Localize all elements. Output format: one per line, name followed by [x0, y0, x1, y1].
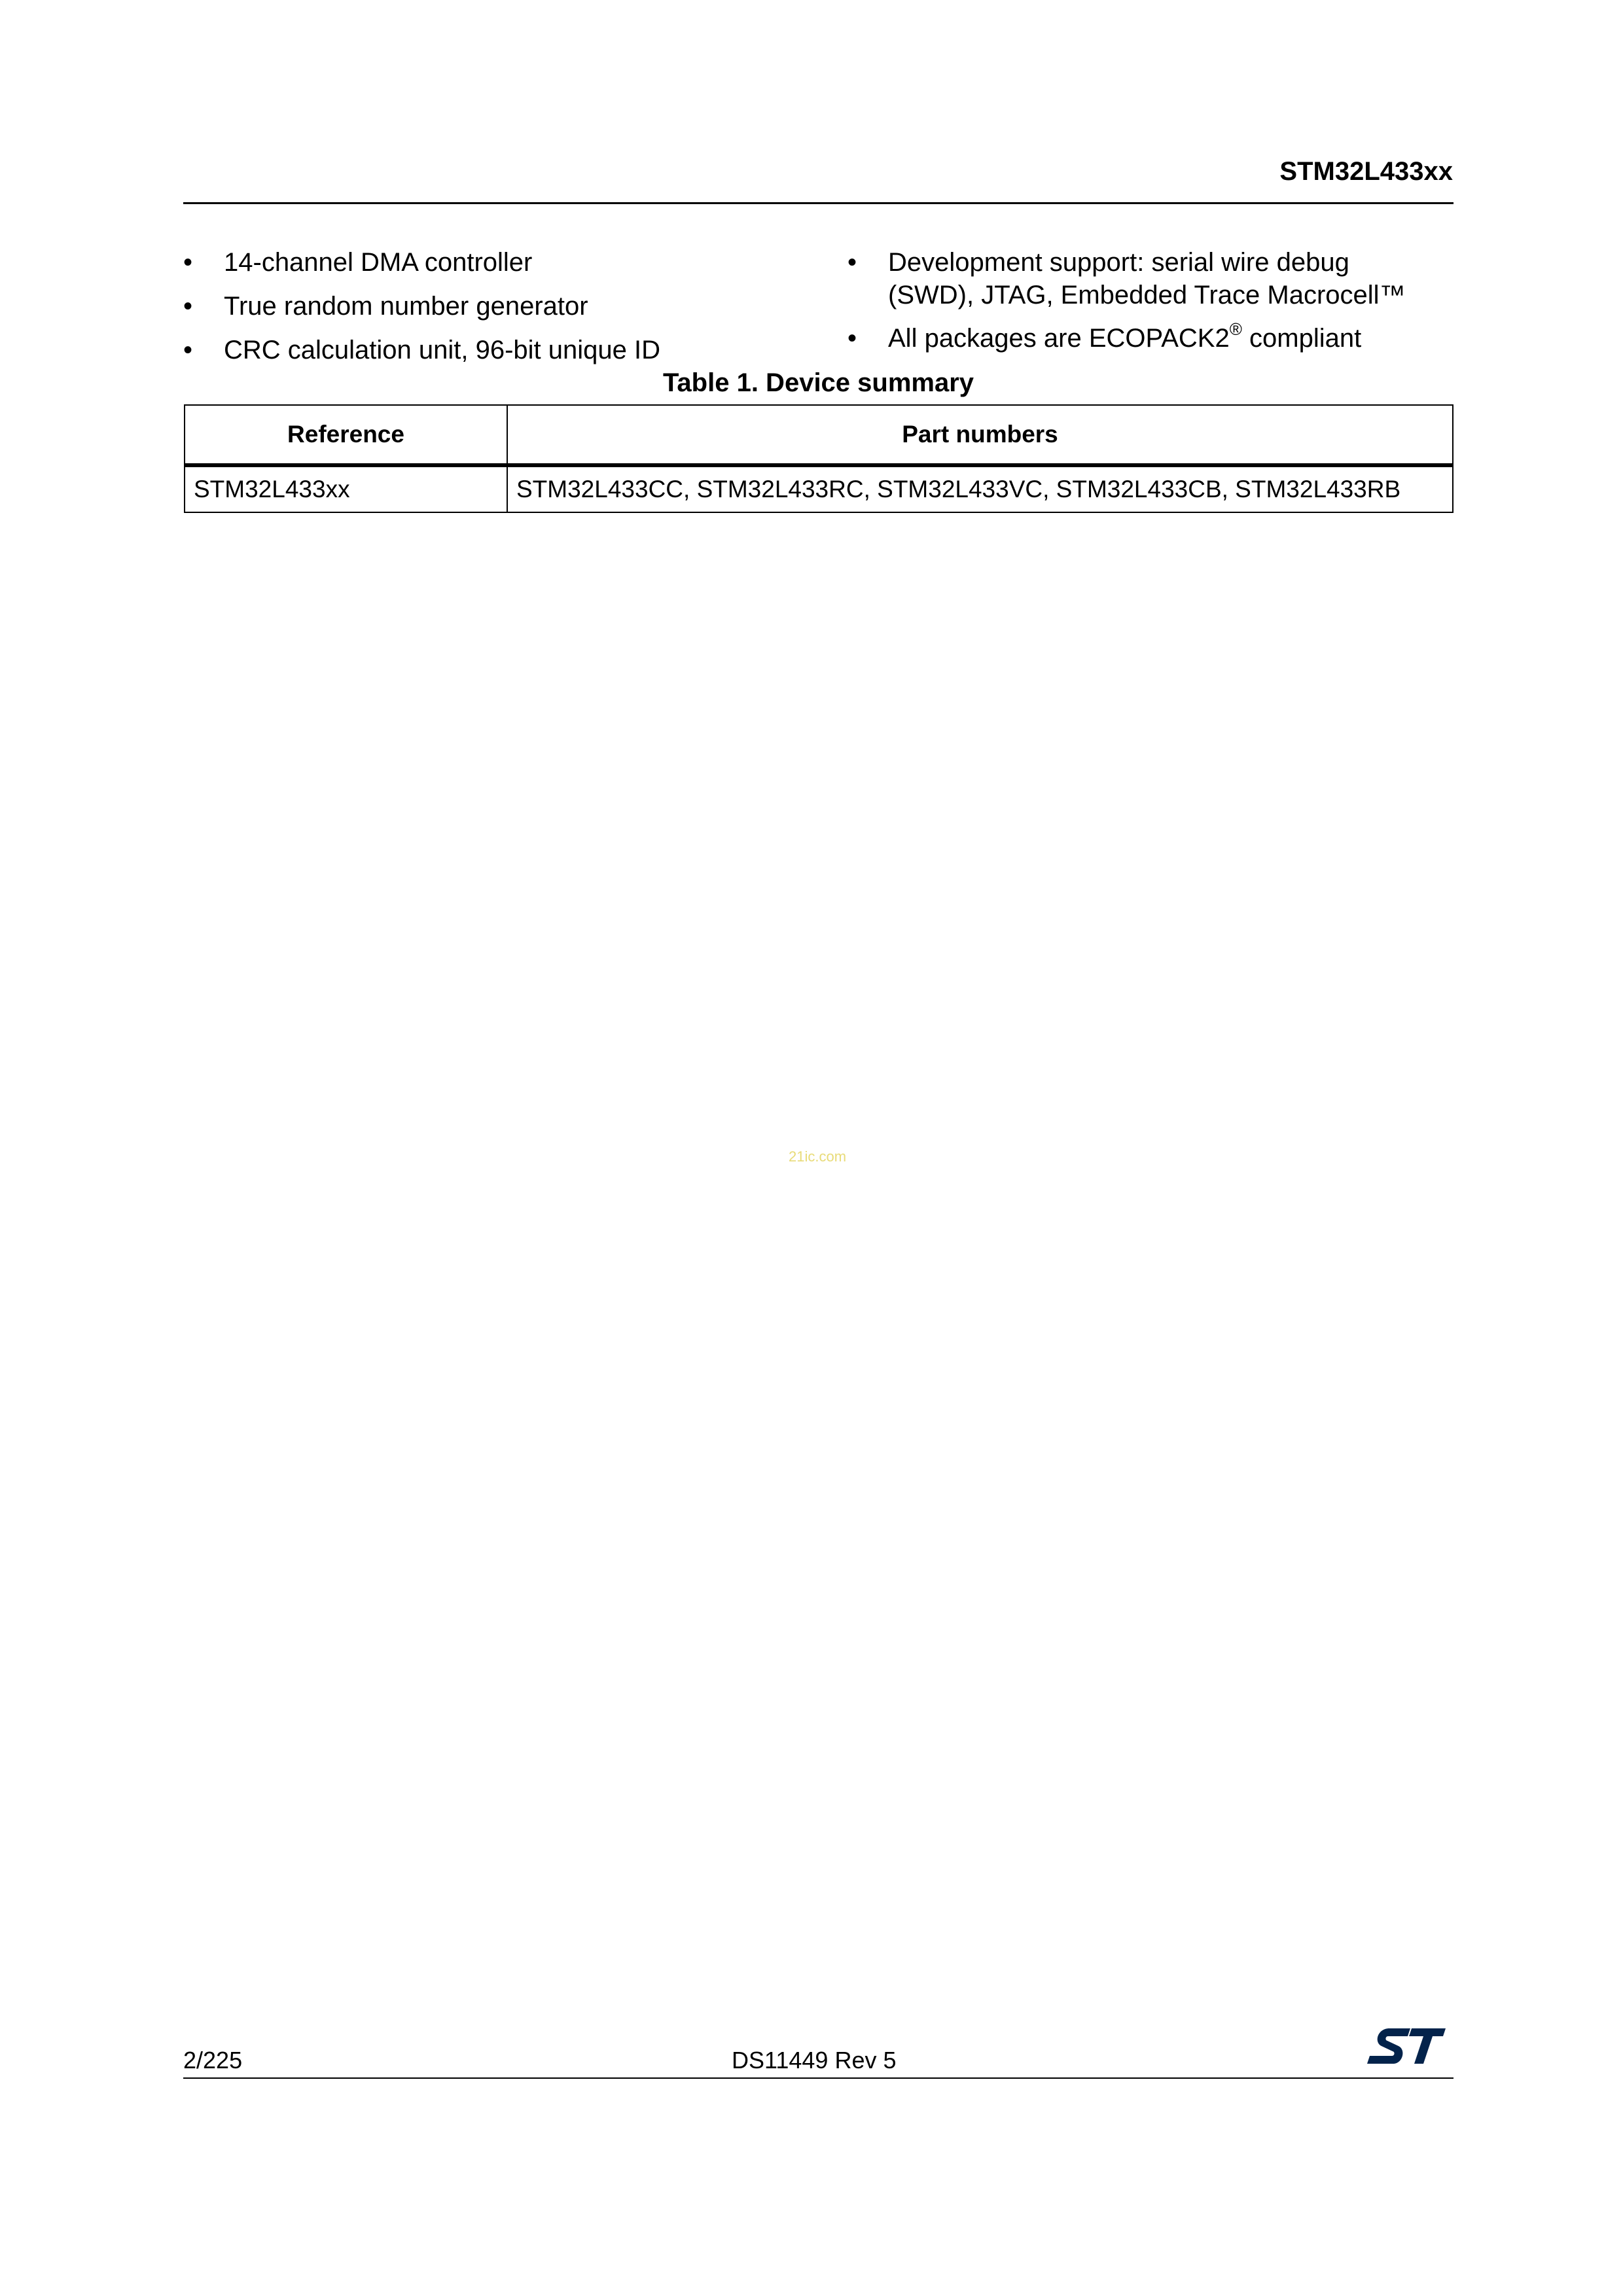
cell-reference: STM32L433xx — [185, 465, 507, 512]
device-summary-table — [184, 404, 1454, 513]
feature-text: CRC calculation unit, 96-bit unique ID — [224, 336, 661, 364]
feature-text: 14-channel DMA controller — [224, 248, 533, 277]
feature-list-left — [183, 246, 838, 378]
feature-item — [847, 319, 1456, 355]
cell-part-numbers: STM32L433CC, STM32L433RC, STM32L433VC, STM32L433CB, STM32L433RB — [507, 465, 1453, 512]
feature-text-ecopack: All packages are ECOPACK2 — [888, 324, 1230, 353]
table-caption: Table 1. Device summary — [662, 368, 974, 397]
bullet-icon: • — [183, 292, 193, 321]
column-header-part-numbers: Part numbers — [507, 405, 1453, 465]
footer-rule — [183, 2077, 1454, 2079]
bullet-icon: • — [183, 336, 193, 364]
bullet-icon: • — [847, 248, 857, 277]
feature-item — [183, 334, 838, 366]
feature-text-debug-line2: (SWD), JTAG, Embedded Trace Macrocell™ — [888, 281, 1406, 309]
feature-text-debug-line1: Development support: serial wire debug — [888, 248, 1349, 277]
feature-text-ecopack-suffix: compliant — [1241, 324, 1362, 353]
st-logo-icon — [1364, 2026, 1447, 2073]
feature-item — [183, 246, 838, 279]
header-title: STM32L433xx — [1279, 157, 1453, 186]
bullet-icon: • — [183, 248, 193, 277]
table-row — [185, 465, 1453, 512]
header-rule — [183, 202, 1454, 204]
page-number: 2/225 — [183, 2047, 243, 2074]
feature-item — [183, 290, 838, 323]
registered-mark: ® — [1229, 319, 1242, 339]
feature-list-right — [847, 246, 1456, 365]
bullet-icon: • — [847, 324, 857, 353]
document-revision: DS11449 Rev 5 — [732, 2047, 897, 2074]
watermark: 21ic.com — [789, 1148, 847, 1165]
table-header-row — [185, 405, 1453, 465]
feature-item — [847, 246, 1456, 311]
feature-text: True random number generator — [224, 292, 588, 321]
column-header-reference: Reference — [185, 405, 507, 465]
